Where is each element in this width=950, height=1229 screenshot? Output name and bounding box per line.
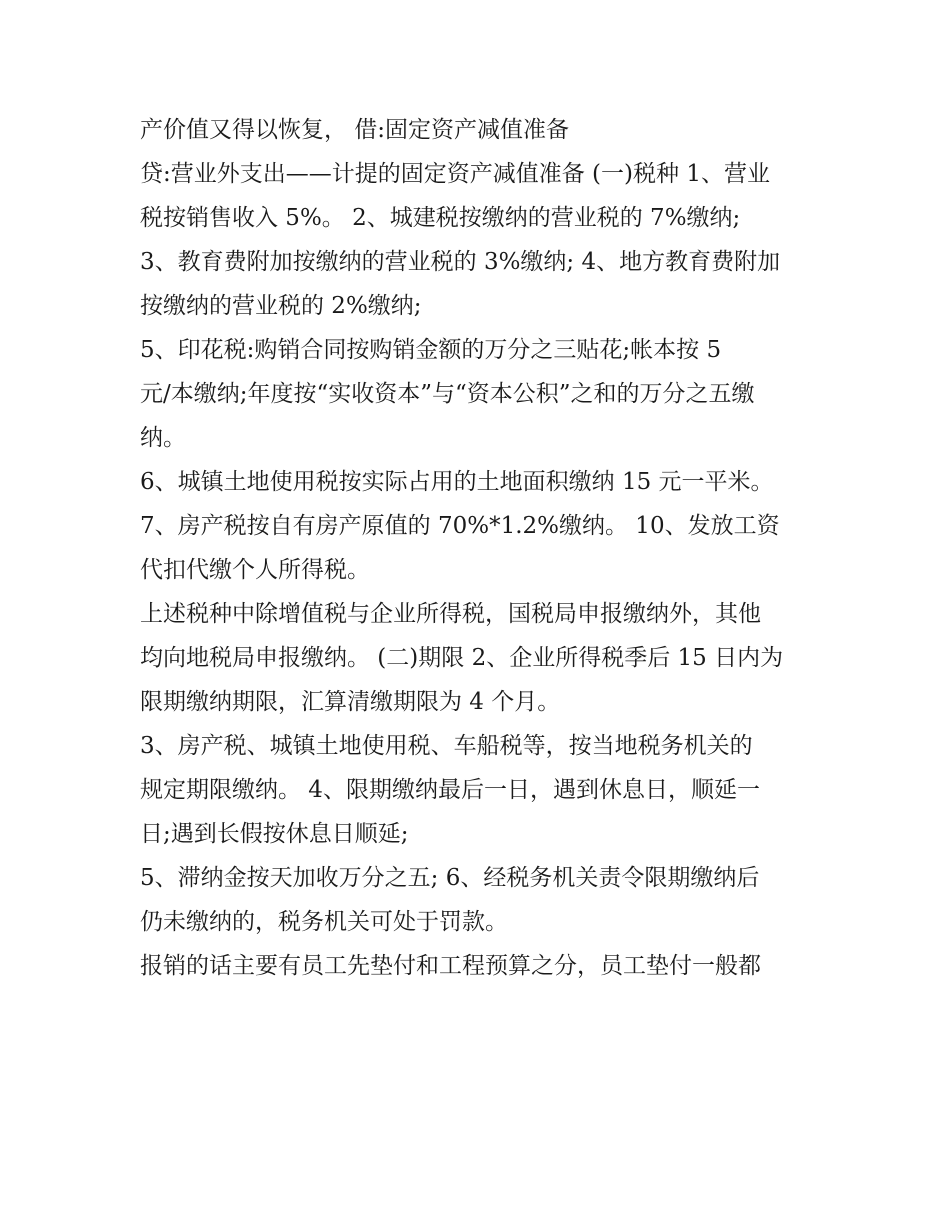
text-line-4: 3、教育费附加按缴纳的营业税的 3%缴纳; 4、地方教育费附加 [140, 249, 781, 275]
text-line-2: 贷:营业外支出——计提的固定资产减值准备 (一)税种 1、营业 [140, 161, 770, 187]
text-line-18: 5、滞纳金按天加收万分之五; 6、经税务机关责令限期缴纳后 [140, 865, 760, 891]
text-line-5: 按缴纳的营业税的 2%缴纳; [140, 293, 422, 319]
text-line-20: 报销的话主要有员工先垫付和工程预算之分，员工垫付一般都 [140, 953, 761, 979]
text-line-8: 纳。 [140, 425, 186, 451]
text-line-17: 日;遇到长假按休息日顺延; [140, 821, 409, 847]
text-line-13: 均向地税局申报缴纳。 (二)期限 2、企业所得税季后 15 日内为 [140, 645, 784, 671]
text-line-19: 仍未缴纳的，税务机关可处于罚款。 [140, 909, 508, 935]
text-line-6: 5、印花税:购销合同按购销金额的万分之三贴花;帐本按 5 [140, 337, 722, 363]
text-line-1: 产价值又得以恢复， 借:固定资产减值准备 [140, 117, 570, 143]
text-line-14: 限期缴纳期限，汇算清缴期限为 4 个月。 [140, 689, 561, 715]
text-line-15: 3、房产税、城镇土地使用税、车船税等，按当地税务机关的 [140, 733, 753, 759]
document-body [140, 108, 820, 988]
text-line-7: 元/本缴纳;年度按“实收资本”与“资本公积”之和的万分之五缴 [140, 381, 755, 407]
text-line-9: 6、城镇土地使用税按实际占用的土地面积缴纳 15 元一平米。 [140, 469, 774, 495]
text-line-12: 上述税种中除增值税与企业所得税，国税局申报缴纳外，其他 [140, 601, 761, 627]
text-line-11: 代扣代缴个人所得税。 [140, 557, 370, 583]
text-line-10: 7、房产税按自有房产原值的 70%*1.2%缴纳。 10、发放工资 [140, 513, 780, 539]
text-line-16: 规定期限缴纳。 4、限期缴纳最后一日，遇到休息日，顺延一 [140, 777, 760, 803]
text-line-3: 税按销售收入 5%。 2、城建税按缴纳的营业税的 7%缴纳; [140, 205, 741, 231]
